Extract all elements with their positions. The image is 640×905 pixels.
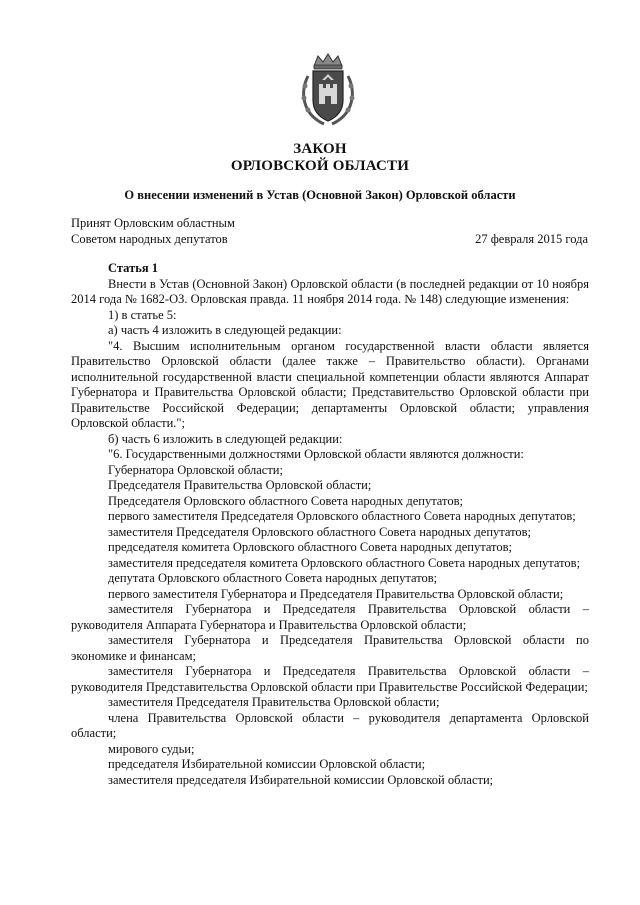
list-item: заместителя Губернатора и Председателя Правительства Орловской области – руководителя Представительства Орловской области при Правительстве Российской Федерации; [71,664,589,694]
paragraph: "4. Высшим исполнительным органом государственной власти области является Правительство Орловской области (далее также – Правительство области). Органами исполнительной государственной власти специальной компетенции области являются Аппарат Губернатора и Правительства Орловской области; Представительство Орловской области при Правительстве Российской Федерации; департаменты Орловской области; управления Орловской области."; [71,338,589,430]
list-item: заместителя председателя комитета Орловского областного Совета народных депутатов; [108,555,581,570]
paragraph: 1) в статье 5: [108,307,177,322]
list-item: первого заместителя Председателя Орловского областного Совета народных депутатов; [108,509,576,523]
list-item: заместителя Председателя Орловского областного Совета народных депутатов; [108,524,532,539]
paragraph: б) часть 6 изложить в следующей редакции: [108,431,343,446]
list-item: заместителя Председателя Правительства Орловской области; [108,695,440,709]
list-item: председателя Избирательной комиссии Орловской области; [108,757,426,771]
paragraph: "6. Государственными должностями Орловской области являются должности: [108,447,524,461]
coat-of-arms-emblem [298,52,358,128]
list-item: первого заместителя Губернатора и Председателя Правительства Орловской области; [108,586,564,601]
list-item: Губернатора Орловской области; [108,462,283,477]
list-item: мирового судьи; [108,741,195,756]
document-body [71,261,589,788]
document-title: ЗАКОН [293,141,347,157]
list-item: председателя комитета Орловского областного Совета народных депутатов; [108,540,512,554]
list-item: заместителя Губернатора и Председателя Правительства Орловской области – руководителя Аппарата Губернатора и Правительства Орловской области; [71,602,589,632]
list-item: члена Правительства Орловской области – руководителя департамента Орловской области; [71,710,589,740]
list-item: заместителя председателя Избирательной комиссии Орловской области; [108,772,494,787]
paragraph: Внести в Устав (Основной Закон) Орловской области (в последней редакции от 10 ноября 2014 года № 1682-ОЗ. Орловская правда. 11 ноября 2014 года. № 148) следующие изменения: [71,276,589,306]
list-item: депутата Орловского областного Совета народных депутатов; [108,571,438,585]
adoption-date: 27 февраля 2015 года [475,232,588,246]
article-heading: Статья 1 [108,261,158,275]
adoption-line: Советом народных депутатов [71,231,228,246]
list-item: Председателя Правительства Орловской области; [108,478,372,492]
document-title-region: ОРЛОВСКОЙ ОБЛАСТИ [230,158,410,174]
adoption-line: Принят Орловским областным [71,216,235,230]
document-subtitle: О внесении изменений в Устав (Основной Закон) Орловской области [124,188,516,202]
paragraph: а) часть 4 изложить в следующей редакции: [108,323,342,337]
list-item: заместителя Губернатора и Председателя Правительства Орловской области по экономике и финансам; [71,633,589,663]
list-item: Председателя Орловского областного Совета народных депутатов; [108,493,463,508]
adoption-note [71,216,235,247]
